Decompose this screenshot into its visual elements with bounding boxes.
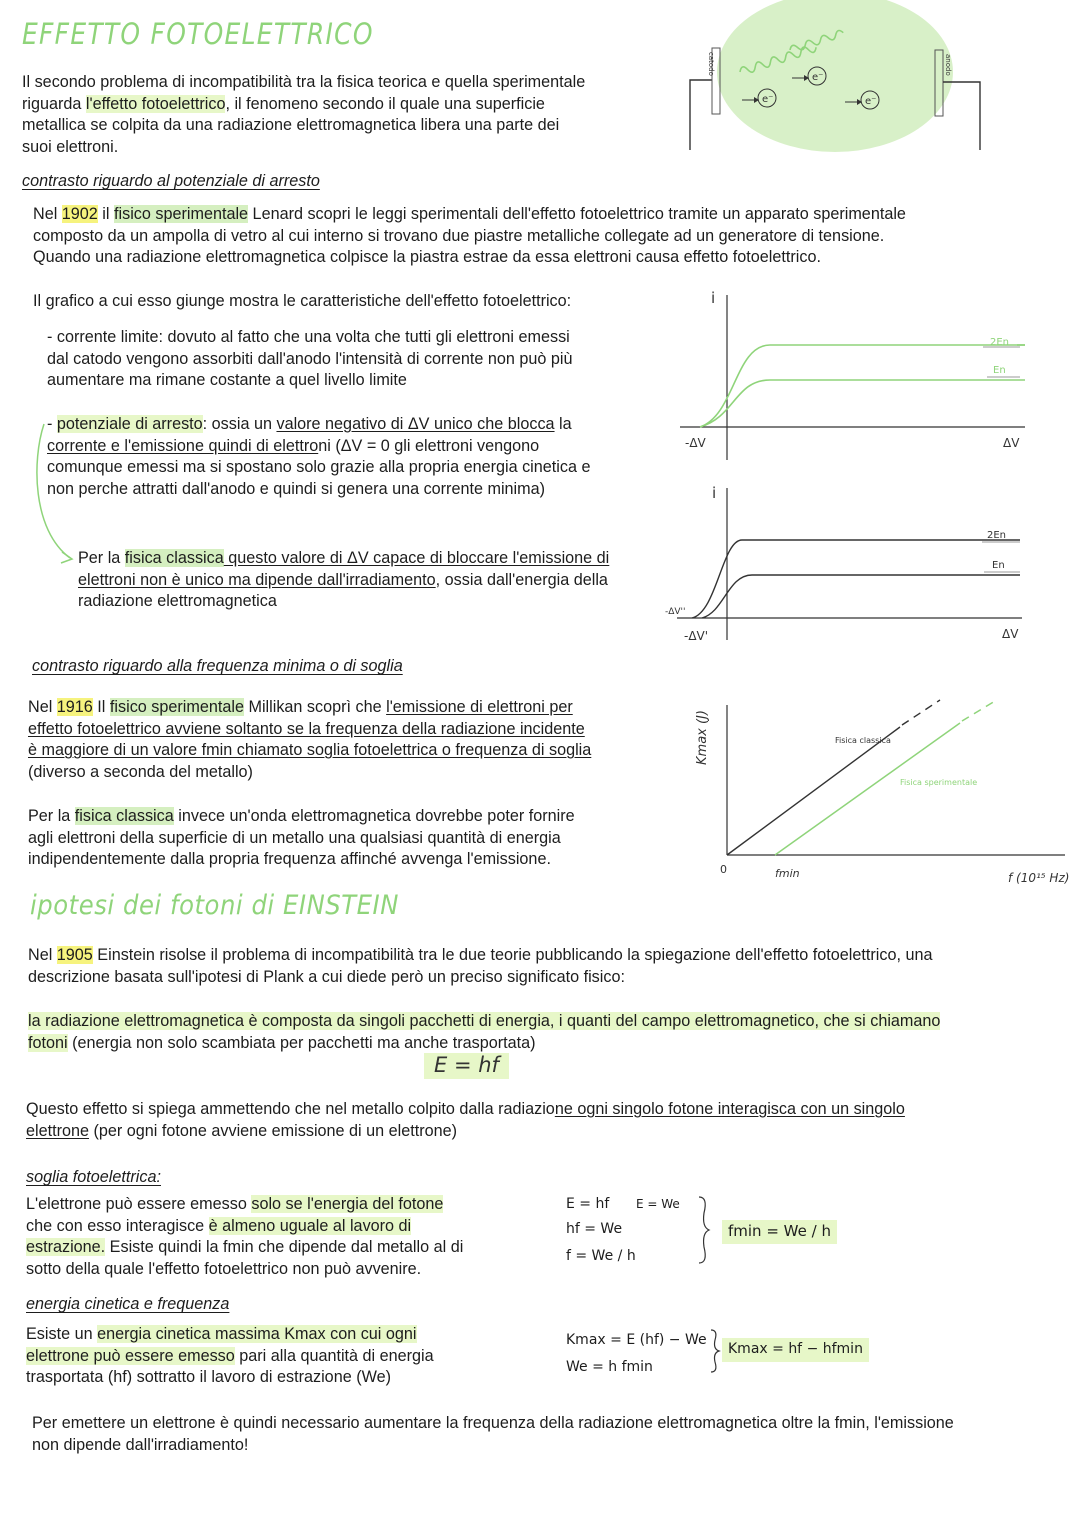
axis-label-neg-dv1: -ΔV' (684, 629, 709, 643)
millikan-paragraph: Nel 1916 Il fisico sperimentale Millikan scoprì che l'emissione di elettroni per effetto fotoelettrico avviene soltanto se la frequenza della radiazione incidente è maggiore di un valore fmin chiamato soglia fotoelettrica o frequenza di soglia (diverso a seconda del metallo) (28, 698, 592, 781)
axis-label-i: i (711, 289, 716, 307)
level-label-2en: 2En (987, 530, 1007, 541)
soglia-equation-2: hf = We (566, 1221, 623, 1237)
axis-label-dv: ΔV (1003, 436, 1020, 450)
axis-label-kmax: Kmax (J) (695, 710, 710, 765)
axis-label-f: f (10¹⁵ Hz) (1008, 871, 1070, 885)
level-label-2en: 2En (990, 337, 1010, 348)
axis-label-dv: ΔV (1002, 627, 1019, 641)
classical-physics-paragraph: Per la fisica classica invece un'onda elettromagnetica dovrebbe poter fornire agli elettroni della superficie di un metallo una qualsiasi quantità di energia indipendentemente dalla propria frequenza affinché avvenga l'emissione. (28, 807, 575, 869)
formula-e-hf: E = hf (424, 1053, 509, 1079)
level-label-en: En (993, 365, 1006, 376)
electron-label: e⁻ (812, 72, 824, 83)
axis-label-i: i (712, 484, 717, 502)
brace-icon (696, 1195, 712, 1265)
classic-line-label: Fisica classica (835, 736, 891, 745)
soglia-heading: soglia fotoelettrica: (26, 1168, 161, 1186)
level-label-en: En (992, 560, 1005, 571)
conclusion-paragraph: Per emettere un elettrone è quindi necessario aumentare la frequenza della radiazione elettromagnetica oltre la fmin, l'emissione non dipende dall'irradiamento! (32, 1414, 954, 1454)
soglia-equation-3: f = We / h (566, 1248, 636, 1264)
section-heading: contrasto riguardo alla frequenza minima o di soglia (32, 657, 403, 675)
lenard-paragraph: Nel 1902 il fisico sperimentale Lenard scopri le leggi sperimentali dell'effetto fotoelettrico tramite un apparato sperimentale composto da un ampolla di vetro al cui interno si trovano due piastre metalliche collegate ad un generatore di tensione. Quando una radiazione elettromagnetica colpisce la piastra estrae da essa elettroni causa effetto fotoelettrico. (33, 205, 906, 267)
intro-paragraph: Il secondo problema di incompatibilità tra la fisica teorica e quella sperimentale riguarda l'effetto fotoelettrico, il fenomeno secondo il quale una superficie metallica se colpita da una radiazione elettromagnetica libera una parte dei suoi elettroni. (22, 73, 586, 156)
experimental-line-label: Fisica sperimentale (900, 778, 978, 787)
axis-label-neg-dv: -ΔV (685, 436, 706, 450)
bullet-corrente-limite: - corrente limite: dovuto al fatto che una volta che tutti gli elettroni emessi dal catodo vengono assorbiti dall'anodo l'intensità di corrente non può più aumentare ma rimane costante a quel livello limite (47, 328, 573, 390)
current-voltage-graph-1 (675, 285, 1035, 465)
kmax-frequency-graph (690, 695, 1075, 890)
electron-label: e⁻ (762, 94, 774, 105)
kin-equation-2: We = h fmin (566, 1359, 653, 1375)
cathode-label: catodo (707, 52, 715, 76)
einstein-heading: ipotesi dei fotoni di EINSTEIN (30, 890, 399, 921)
section-heading: contrasto riguardo al potenziale di arresto (22, 172, 320, 190)
kmax-result: Kmax = hf − hfmin (722, 1338, 869, 1362)
photon-electron-paragraph: Questo effetto si spiega ammettendo che nel metallo colpito dalla radiazione ogni singolo fotone interagisca con un singolo elettrone (per ogni fotone avviene emissione di un elettrone) (26, 1100, 905, 1140)
fmin-label: fmin (775, 867, 800, 880)
bullet-potenziale-arresto: - potenziale di arresto: ossia un valore negativo di ΔV unico che blocca la corrente e l'emissione quindi di elettroni (ΔV = 0 gli elettroni vengono comunque emessi ma si spostano solo grazie alla propria energia cinetica e non perche attratti dall'anodo e quindi si genera una corrente minima) (47, 415, 591, 498)
kin-equation-1: Kmax = E (hf) − We (566, 1332, 707, 1348)
page-title: EFFETTO FOTOELETTRICO (22, 17, 374, 51)
anode-label: anodo (944, 54, 952, 76)
graph-intro: Il grafico a cui esso giunge mostra le caratteristiche dell'effetto fotoelettrico: (33, 292, 572, 310)
fmin-result: fmin = We / h (722, 1220, 837, 1244)
kin-paragraph: Esiste un energia cinetica massima Kmax con cui ogni elettrone può essere emesso pari alla quantità di energia trasportata (hf) sottratto il lavoro di estrazione (We) (26, 1325, 434, 1387)
soglia-equation-1: E = hf (566, 1196, 610, 1212)
apparatus-diagram (680, 10, 1010, 155)
axis-label-neg-dv2: -ΔV'' (665, 607, 686, 617)
brace-icon (708, 1328, 722, 1374)
einstein-paragraph: Nel 1905 Einstein risolse il problema di incompatibilità tra le due teorie pubblicando la spiegazione dell'effetto fotoelettrico, una descrizione basata sull'ipotesi di Plank a cui diede però un preciso significato fisico: (28, 946, 933, 986)
electron-label: e⁻ (865, 96, 877, 107)
soglia-paragraph: L'elettrone può essere emesso solo se l'energia del fotone che con esso interagisce è almeno uguale al lavoro di estrazione. Esiste quindi la fmin che dipende dal metallo al di sotto della quale l'effetto fotoelettrico non può avvenire. (26, 1195, 464, 1278)
current-voltage-graph-2 (662, 480, 1032, 650)
origin-label: 0 (720, 863, 727, 876)
kin-heading: energia cinetica e frequenza (26, 1295, 230, 1313)
classical-physics-note: Per la fisica classica questo valore di ΔV capace di bloccare l'emissione di elettroni non è unico ma dipende dall'irradiamento, ossia dall'energia della radiazione elettromagnetica (78, 549, 610, 611)
soglia-equation-1b: E = We (636, 1197, 680, 1211)
photon-hypothesis: la radiazione elettromagnetica è composta da singoli pacchetti di energia, i quanti del campo elettromagnetico, che si chiamano fotoni (energia non solo scambiata per pacchetti ma anche trasportata) (28, 1012, 941, 1052)
